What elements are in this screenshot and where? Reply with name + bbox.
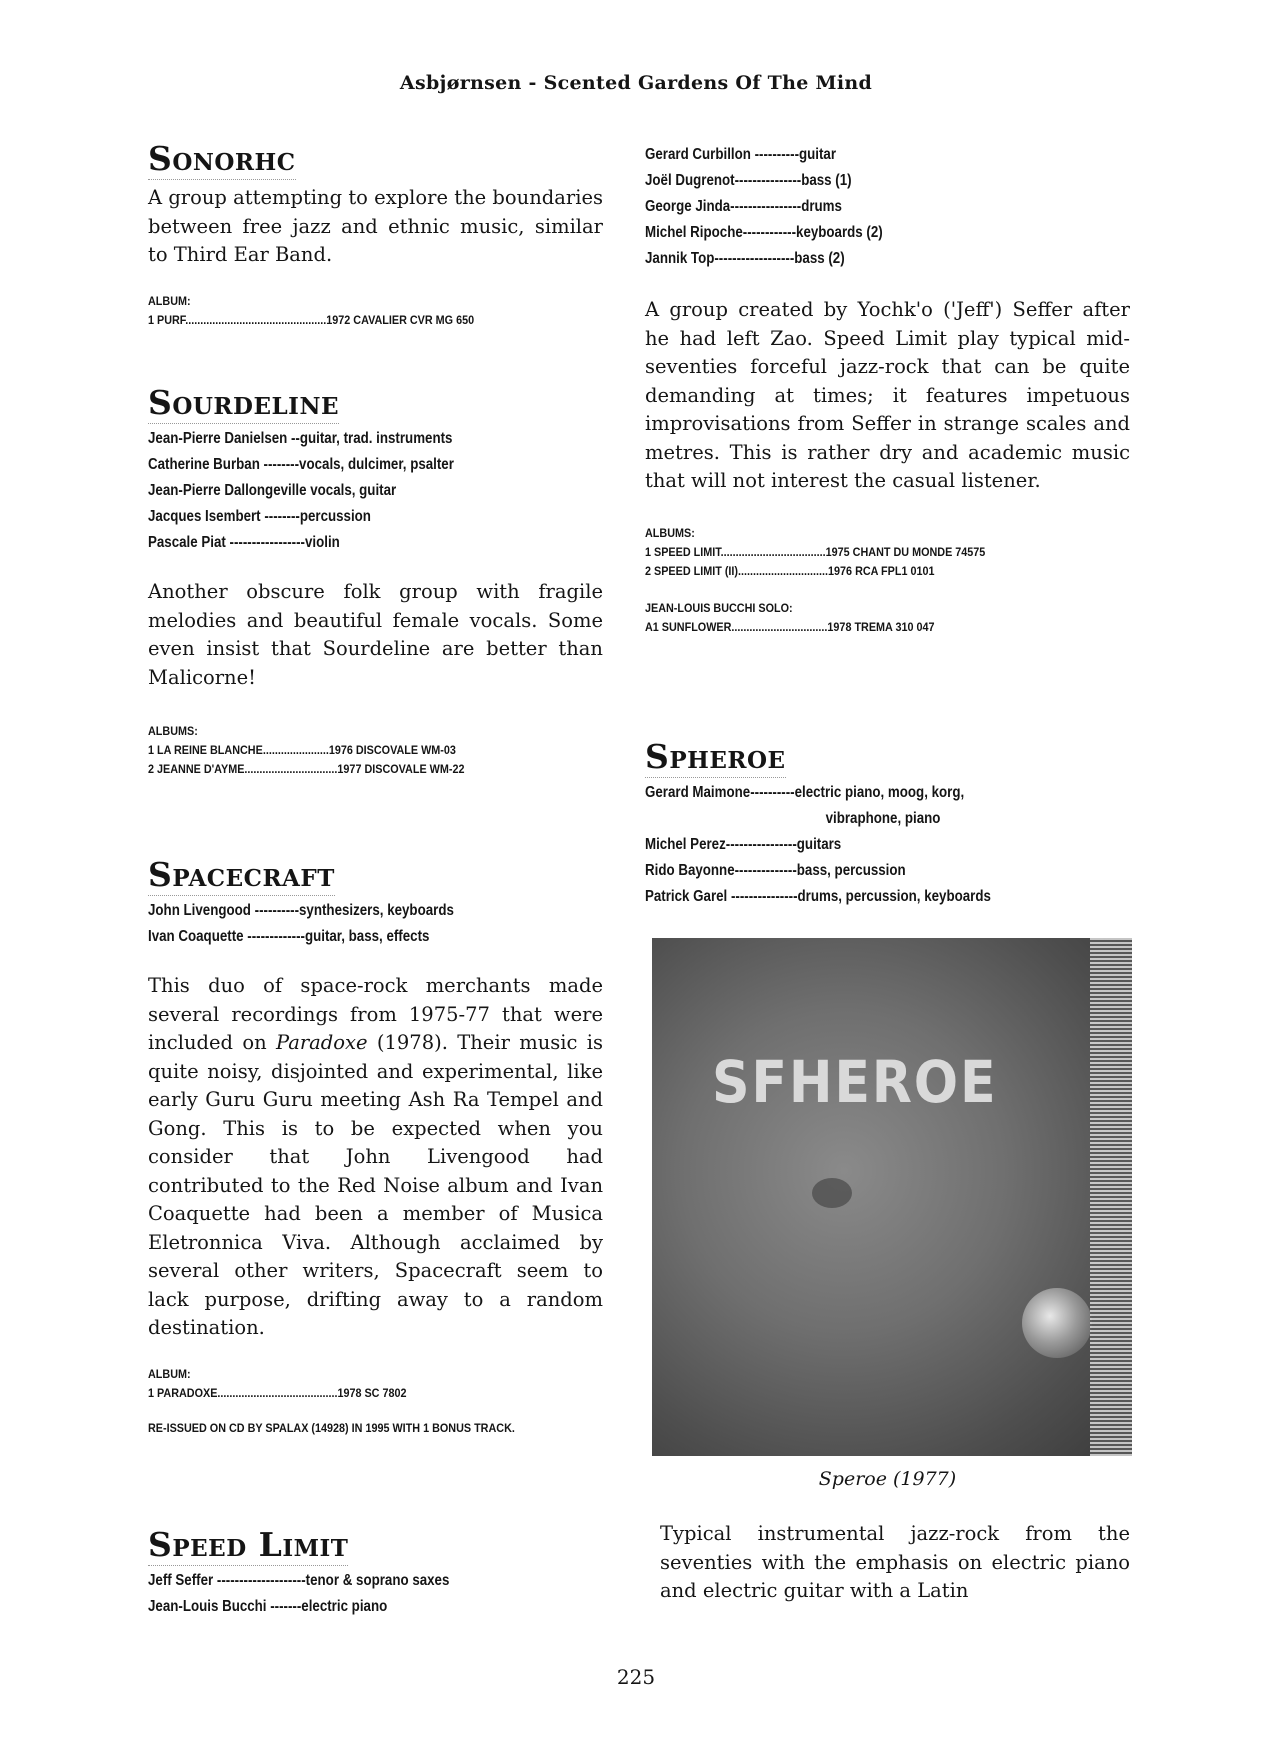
description-spheroe: Typical instrumental jazz-rock from the seventies with the emphasis on electric piano and electric guitar with a Latin	[660, 1522, 1130, 1602]
disc-label: ALBUM:	[148, 1366, 191, 1381]
member-row: Catherine Burban --------vocals, dulcimer, psalter	[148, 456, 454, 473]
photo-caption: Speroe (1977)	[818, 1468, 957, 1490]
entry-spheroe	[645, 738, 1130, 910]
discography-spacecraft	[148, 1365, 558, 1438]
album-row: 2 JEANNE D'AYME...............................1977 DISCOVALE WM-22	[148, 762, 465, 776]
band-name-sonorhc: Sonorhc	[148, 139, 296, 178]
discography-sourdeline	[148, 722, 558, 779]
album-row: 1 PURF...............................................1972 CAVALIER CVR MG 650	[148, 312, 475, 327]
member-row: Gerard Curbillon ----------guitar	[645, 146, 837, 163]
member-row: George Jinda----------------drums	[645, 198, 842, 215]
description-spacecraft: This duo of space-rock merchants made several recordings from 1975-77 that were included on Paradoxe (1978). Their music is quite noisy, disjointed and experimental, like early Guru Guru meeting Ash Ra Tempel and Gong. This is to be expected when you consider that John Livengood had contributed to the Red Noise album and Ivan Coaquette had been a member of Musica Eletronnica Viva. Although acclaimed by several other writers, Spacecraft seem to lack purpose, drifting away to a random destination.	[148, 974, 603, 1339]
member-row: Patrick Garel ---------------drums, percussion, keyboards	[645, 888, 991, 905]
disc-label: ALBUMS:	[148, 724, 198, 738]
lineup-spacecraft	[148, 898, 539, 950]
entry-sonorhc	[148, 140, 603, 330]
album-row: 2 SPEED LIMIT (II)..............................1976 RCA FPL1 0101	[645, 563, 935, 578]
album-row: 1 LA REINE BLANCHE......................1976 DISCOVALE WM-03	[148, 743, 456, 757]
band-name-spheroe: Spheroe	[645, 737, 786, 776]
spheroe-caption-block	[645, 1468, 1130, 1490]
member-row: Michel Ripoche------------keyboards (2)	[645, 224, 883, 241]
member-row: Rido Bayonne--------------bass, percussion	[645, 862, 906, 879]
running-header: Asbjørnsen - Scented Gardens Of The Mind	[399, 72, 873, 94]
discography-speed-limit	[645, 524, 1082, 637]
reissue-note: RE-ISSUED ON CD BY SPALAX (14928) IN 1995 WITH 1 BONUS TRACK.	[148, 1420, 515, 1435]
member-row: Jeff Seffer --------------------tenor & soprano saxes	[148, 1572, 450, 1589]
member-row: Gerard Maimone----------electric piano, moog, korg,	[645, 784, 965, 801]
entry-speed-limit	[148, 1526, 603, 1620]
member-row: Michel Perez----------------guitars	[645, 836, 842, 853]
album-row: 1 SPEED LIMIT...................................1975 CHANT DU MONDE 74575	[645, 544, 986, 559]
member-row: Joël Dugrenot---------------bass (1)	[645, 172, 852, 189]
entry-sourdeline	[148, 384, 603, 779]
entry-speed-limit-continued	[645, 142, 1130, 637]
cover-logo: SFHEROE	[712, 1048, 998, 1116]
disc-label: ALBUMS:	[645, 525, 695, 540]
member-row: John Livengood ----------synthesizers, keyboards	[148, 902, 454, 919]
description-sourdeline: Another obscure folk group with fragile melodies and beautiful female vocals. Some even insist that Sourdeline are better than Malicorne!	[148, 580, 603, 689]
band-name-sourdeline: Sourdeline	[148, 383, 339, 422]
entry-spacecraft	[148, 856, 603, 1438]
discography-sonorhc	[148, 292, 558, 330]
cover-orb	[1022, 1288, 1092, 1358]
solo-label: JEAN-LOUIS BUCCHI SOLO:	[645, 600, 793, 615]
album-row: A1 SUNFLOWER................................1978 TREMA 310 047	[645, 619, 935, 634]
member-row: vibraphone, piano	[825, 810, 941, 827]
description-sonorhc: A group attempting to explore the boundaries between free jazz and ethnic music, similar to Third Ear Band.	[148, 186, 603, 266]
cover-smudge	[812, 1178, 852, 1208]
member-row: Jacques Isembert --------percussion	[148, 508, 371, 525]
page-number: 225	[616, 1665, 656, 1689]
band-name-speed-limit: Speed Limit	[148, 1525, 349, 1564]
disc-label: ALBUM:	[148, 293, 191, 308]
description-speed-limit: A group created by Yochk'o ('Jeff') Seffer after he had left Zao. Speed Limit play typical mid-seventies forceful jazz-rock that can be quite demanding at times; it features impetuous improvisations from Seffer in strange scales and metres. This is rather dry and academic music that will not interest the casual listener.	[645, 298, 1130, 492]
lineup-speed-limit-part2	[645, 142, 1062, 272]
lineup-sourdeline	[148, 426, 539, 556]
lineup-spheroe	[645, 780, 1062, 910]
lineup-speed-limit-part1	[148, 1568, 539, 1620]
member-row: Ivan Coaquette -------------guitar, bass, effects	[148, 928, 430, 945]
member-row: Jannik Top------------------bass (2)	[645, 250, 845, 267]
member-row: Jean-Pierre Dallongeville vocals, guitar	[148, 482, 397, 499]
member-row: Pascale Piat -----------------violin	[148, 534, 340, 551]
spheroe-description-block	[660, 1520, 1130, 1606]
member-row: Jean-Louis Bucchi -------electric piano	[148, 1598, 388, 1615]
album-cover-photo	[652, 938, 1132, 1456]
member-row: Jean-Pierre Danielsen --guitar, trad. instruments	[148, 430, 453, 447]
band-name-spacecraft: Spacecraft	[148, 855, 335, 894]
scan-stripes	[1090, 938, 1132, 1456]
album-row: 1 PARADOXE........................................1978 SC 7802	[148, 1385, 407, 1400]
